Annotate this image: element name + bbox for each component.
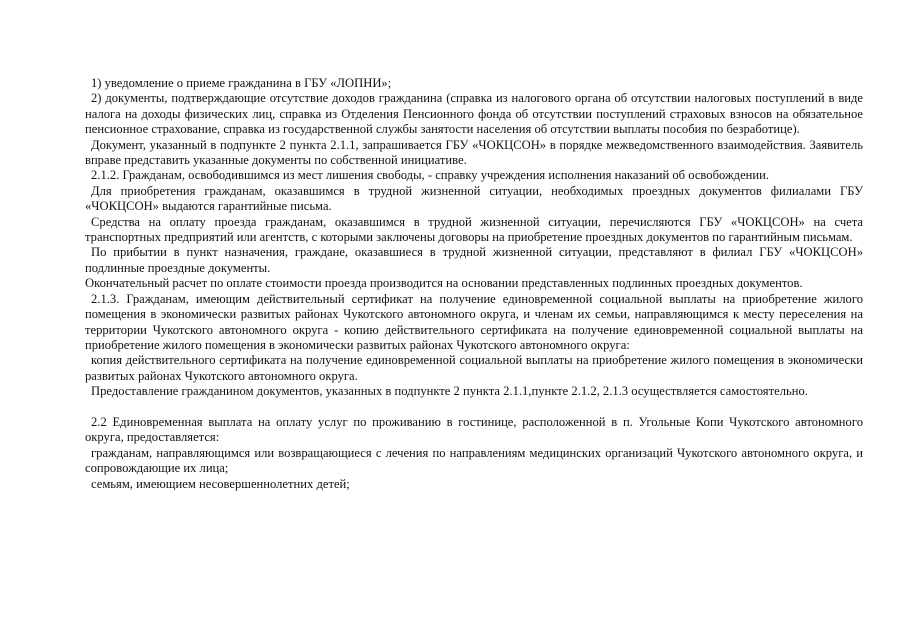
paragraph-spacer [85, 400, 863, 415]
paragraph-self-submission: Предоставление гражданином документов, указанных в подпункте 2 пункта 2.1.1,пункте 2.1.2, 2.1.3 осуществляется самостоятельно. [91, 384, 808, 399]
paragraph-payment-funds: Средства на оплату проезда гражданам, оказавшимся в трудной жизненной ситуации, перечисляются ГБУ «ЧОКЦСОН» на счета транспортных предприятий или агентств, с которыми заключены договоры на приобретение проездных документов по гарантийным письмам. [85, 214, 863, 245]
paragraph-2-1-2: 2.1.2. Гражданам, освободившимся из мест лишения свободы, - справку учреждения исполнения наказаний об освобождении. [91, 168, 770, 183]
paragraph-2-2: 2.2 Единовременная выплата на оплату услуг по проживанию в гостинице, расположенной в п. Угольные Копи Чукотского автономного округа, предоставляется: [85, 414, 863, 445]
paragraph-families: семьям, имеющием несовершеннолетних детей; [91, 476, 350, 491]
paragraph-certificate-copy: копия действительного сертификата на получение единовременной социальной выплаты на приобретение жилого помещения в экономически развитых районах Чукотского автономного округа. [85, 353, 863, 383]
paragraph-final-settlement: Окончательный расчет по оплате стоимости проезда производится на основании представленных подлинных проездных документов. [85, 276, 803, 291]
paragraph-item-2: 2) документы, подтверждающие отсутствие доходов гражданина (справка из налогового органа об отсутствии налоговых поступлений в виде налога на доходы физических лиц, справка из Отделения Пенсионного фонда об отсутствии поступлений страховых взносов на обязательное пенсионное страхование, справка из государственной службы занятости населения об отсутствии выплаты пособия по безработице). [85, 91, 863, 137]
document-page [85, 76, 863, 492]
paragraph-arrival: По прибытии в пункт назначения, граждане, оказавшиеся в трудной жизненной ситуации, представляют в филиал ГБУ «ЧОКЦСОН» подлинные проездные документы. [85, 245, 863, 275]
paragraph-item-1: 1) уведомление о приеме гражданина в ГБУ «ЛОПНИ»; [91, 76, 392, 90]
paragraph-guarantee-letters: Для приобретения гражданам, оказавшимся в трудной жизненной ситуации, необходимых проездных документов филиалами ГБУ «ЧОКЦСОН» выдаются гарантийные письма. [85, 183, 863, 214]
paragraph-2-1-3: 2.1.3. Гражданам, имеющим действительный сертификат на получение единовременной социальной выплаты на приобретение жилого помещения в экономически развитых районах Чукотского автономного округа, и членам их семьи, направляющимся к месту переселения на территории Чукотского автономного округа - копию действительного сертификата на получение единовременной социальной выплаты на приобретение жилого помещения в экономически развитых районах Чукотского автономного округа: [85, 291, 863, 352]
paragraph-document-request: Документ, указанный в подпункте 2 пункта 2.1.1, запрашивается ГБУ «ЧОКЦСОН» в порядке межведомственного взаимодействия. Заявитель вправе представить указанные документы по собственной инициативе. [85, 137, 863, 168]
paragraph-patients: гражданам, направляющимся или возвращающиеся с лечения по направлениям медицинских организаций Чукотского автономного округа, и сопровождающие их лица; [85, 445, 863, 476]
